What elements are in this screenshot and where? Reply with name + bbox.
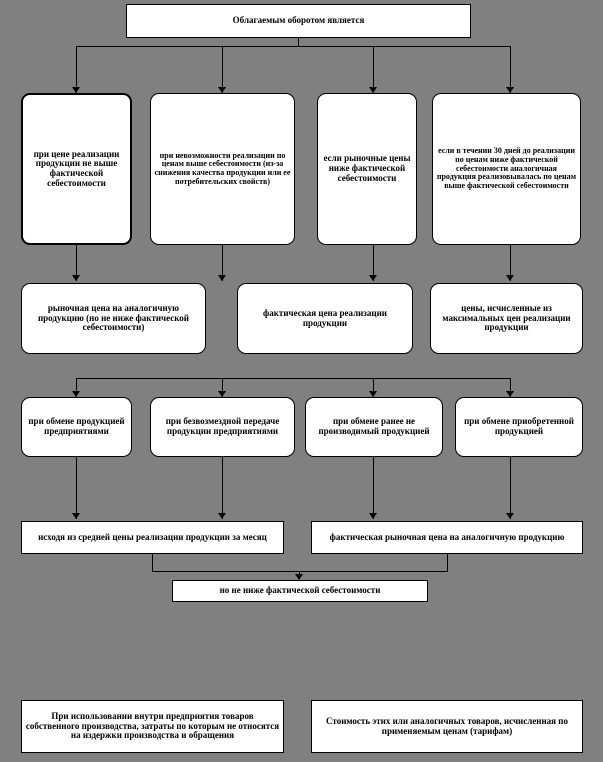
connector-l1-2 [222, 46, 223, 93]
level1-box-1: при цене реализации продукции не выше фактической себестоимости [21, 93, 132, 245]
level3-box-1: при обмене продукцией предприятиями [21, 397, 132, 457]
arrow-l2-4 [506, 275, 514, 281]
connector-note-bar [152, 571, 448, 572]
connector-l4-4 [510, 457, 511, 519]
level3-box-2: при безвозмездной передаче продукции предприятиями [150, 397, 295, 457]
connector-note-left [152, 554, 153, 571]
connector-title-bar [76, 46, 510, 47]
level4-note-box: но не ниже фактической себестоимости [172, 580, 428, 602]
connector-l4-2 [222, 457, 223, 519]
level2-box-1: рыночная цена на аналогичную продукцию (но не ниже фактической себестоимости) [21, 283, 206, 354]
arrow-l4-3 [369, 513, 377, 519]
arrow-l2-2 [218, 275, 226, 281]
arrow-l2-3 [369, 275, 377, 281]
title-box: Облагаемым оборотом является [126, 4, 471, 38]
level5-box-2: Стоимость этих или аналогичных товаров, исчисленная по применяемым ценам (тарифам) [311, 700, 583, 753]
connector-l3-bar [76, 378, 510, 379]
arrow-l2-1 [72, 275, 80, 281]
level3-box-4: при обмене приобретенной продукцией [455, 397, 583, 457]
arrow-l4-4 [506, 513, 514, 519]
level4-box-2: фактическая рыночная цена на аналогичную продукцию [311, 521, 583, 554]
level5-box-1: При использовании внутри предприятия товаров собственного производства, затраты по которым не относятся на издержки производства и обращения [21, 700, 284, 753]
level2-box-3: цены, исчисленные из максимальных цен реализации продукции [430, 283, 583, 354]
connector-l1-3 [373, 46, 374, 93]
connector-l4-1 [76, 457, 77, 519]
level1-box-4: если в течении 30 дней до реализации по ценам ниже фактической себестоимости аналогичная продукция реализовывалась по ценам выше фактической себестоимости [432, 93, 581, 245]
connector-l1-1 [76, 46, 77, 93]
level1-box-2: при невозможности реализации по ценам выше себестоимости (из-за снижения качества продукции или ее потребительских свойств) [150, 93, 295, 245]
connector-title-down [298, 38, 299, 46]
level2-box-2: фактическая цена реализации продукции [237, 283, 413, 354]
level1-box-3: если рыночные цены ниже фактической себестоимости [317, 93, 417, 245]
level3-box-3: при обмене ранее не производимый продукцией [305, 397, 443, 457]
arrow-l4-1 [72, 513, 80, 519]
connector-l1-4 [510, 46, 511, 93]
level4-box-1: исходя из средней цены реализации продукции за месяц [21, 521, 284, 554]
connector-l4-3 [373, 457, 374, 519]
arrow-l4-2 [218, 513, 226, 519]
connector-note-right [447, 554, 448, 571]
